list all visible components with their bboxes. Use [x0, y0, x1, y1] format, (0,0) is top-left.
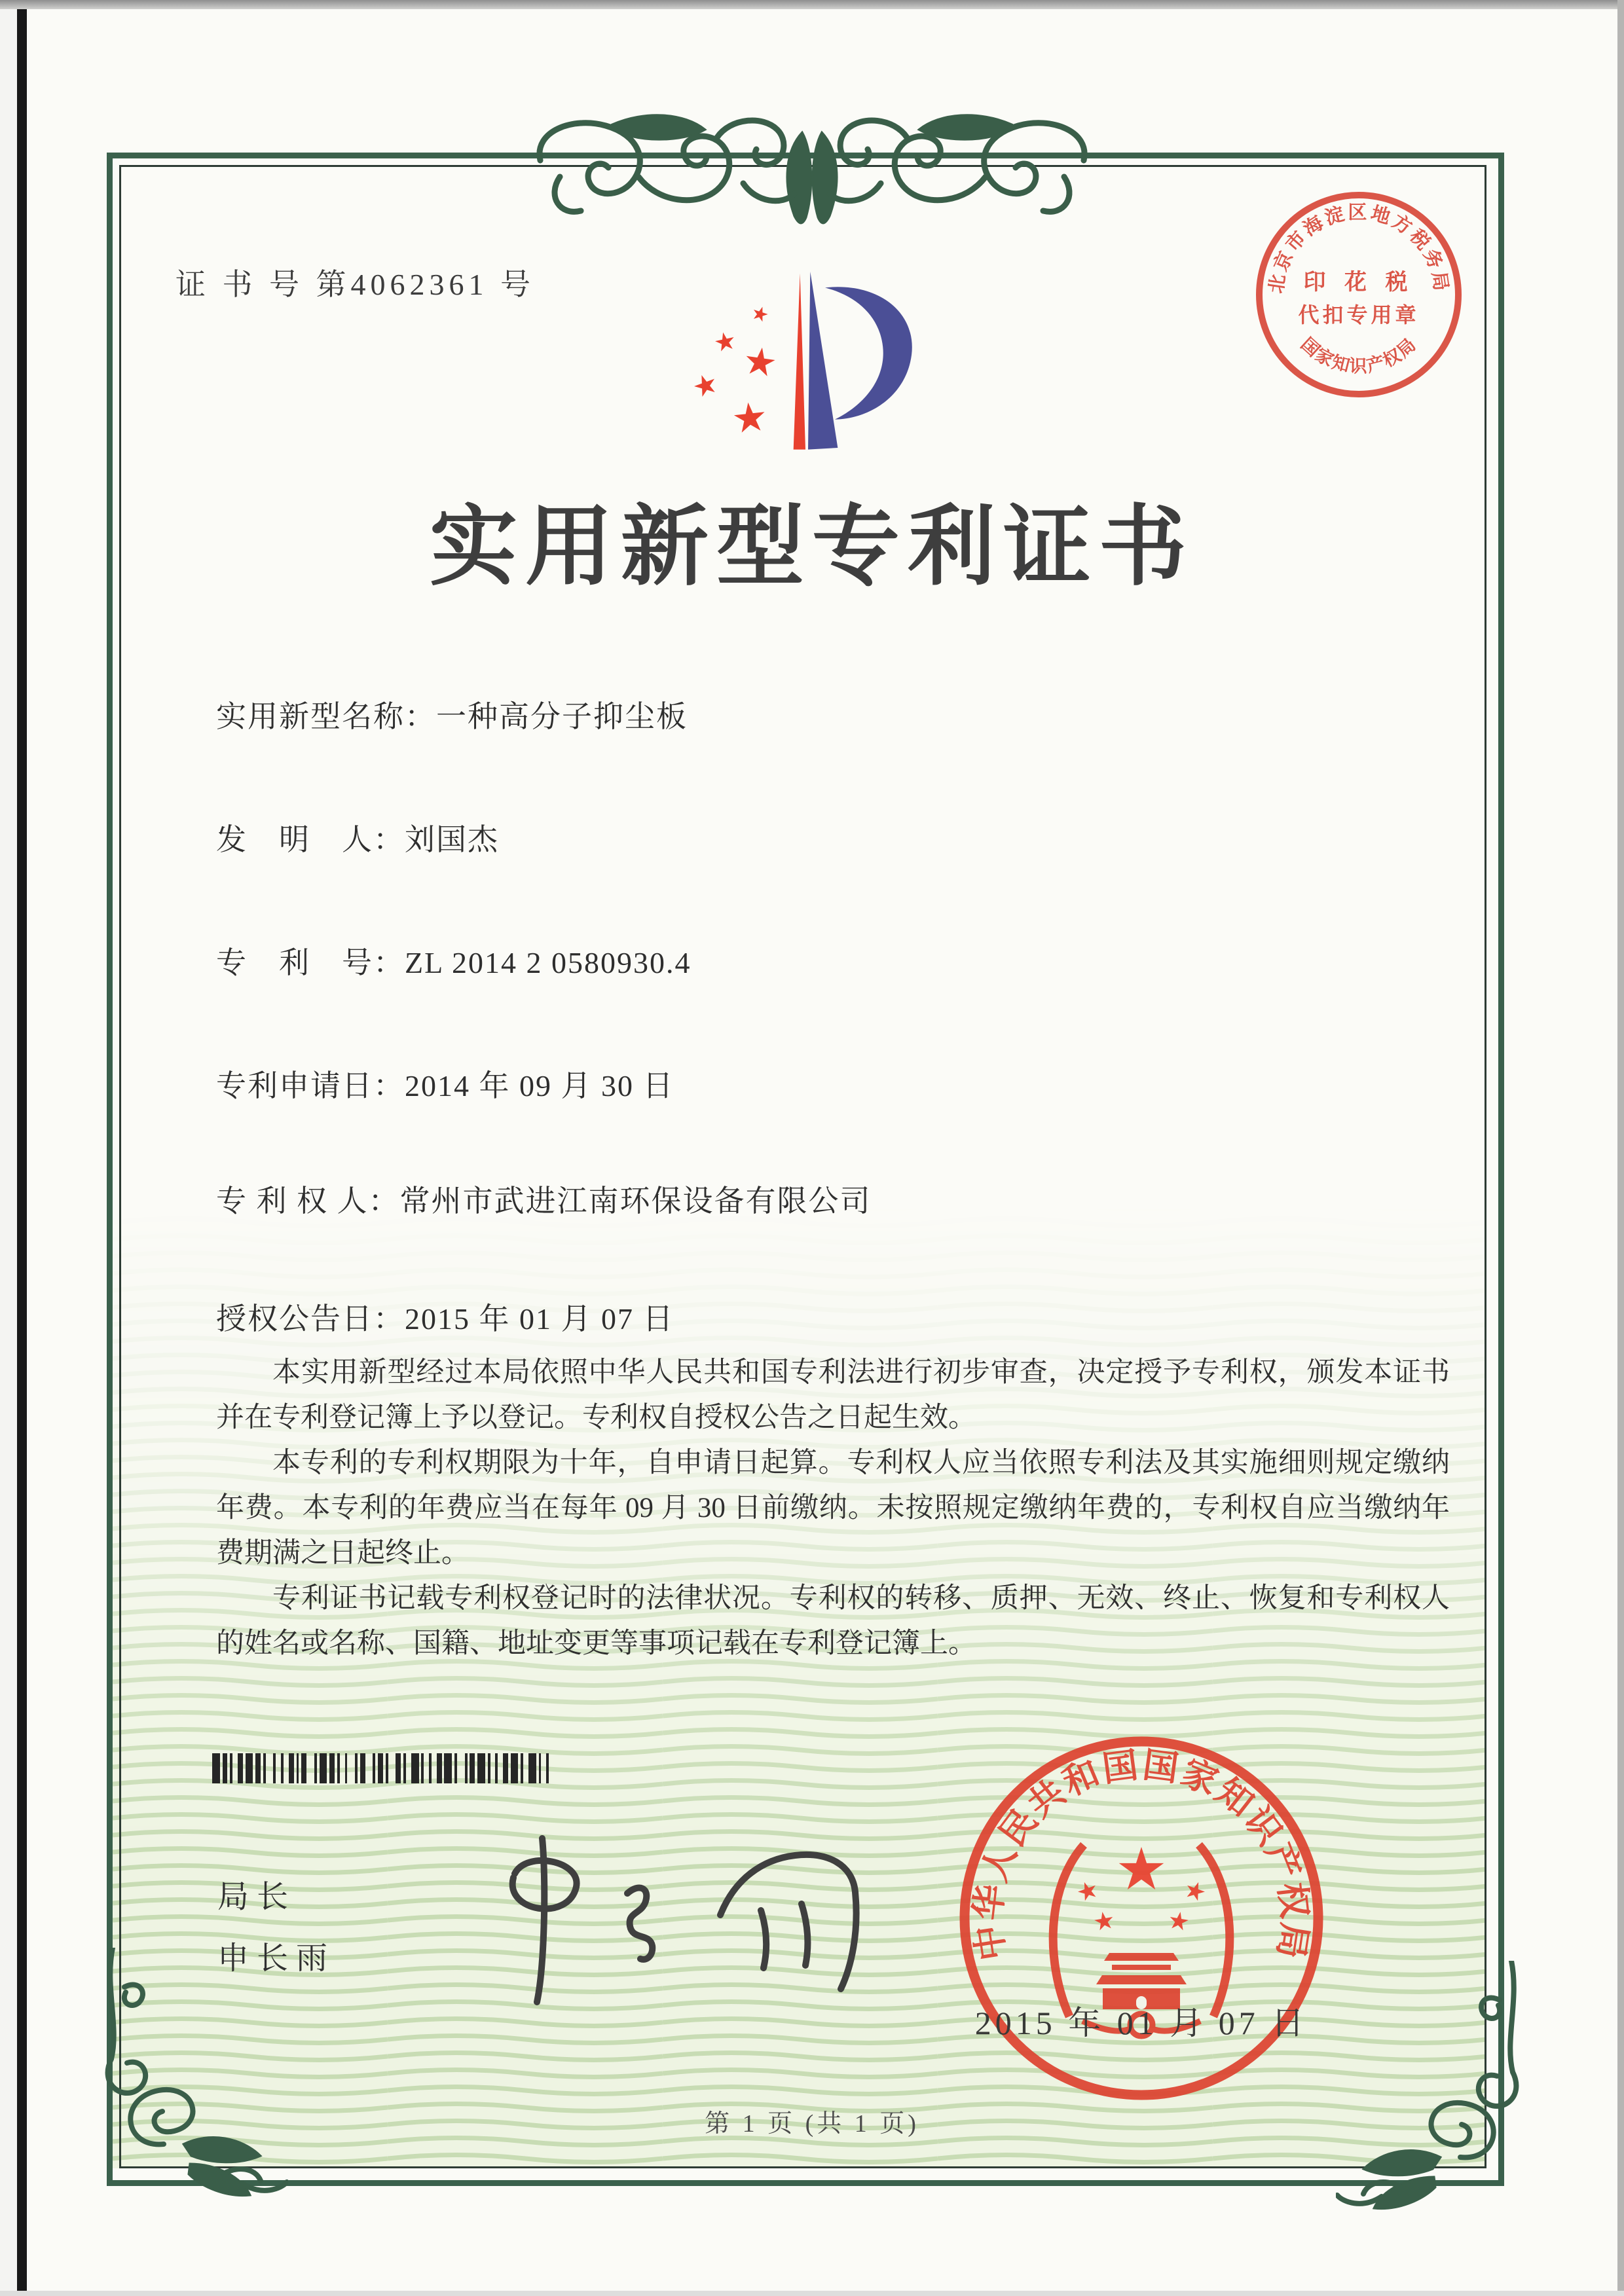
corner-flourish-right [1336, 1961, 1539, 2223]
barcode-gap [523, 1753, 528, 1783]
page-number: 第 1 页 (共 1 页) [705, 2110, 919, 2138]
scan-shadow-top [0, 0, 1624, 9]
field-filing-date: 专利申请日：2014 年 09 月 30 日 [216, 1069, 674, 1102]
scan-edge-bottom [0, 2291, 1624, 2296]
barcode-bar [546, 1753, 549, 1783]
barcode-bar [360, 1753, 365, 1783]
scan-edge-line [17, 0, 27, 2296]
barcode-gap [498, 1753, 503, 1783]
barcode-bar [503, 1753, 508, 1783]
legal-paragraph-1: 本实用新型经过本局依照中华人民共和国专利法进行初步审查，决定授予专利权，颁发本证书并在专利登记簿上予以登记。专利权自授权公告之日起生效。 [216, 1357, 1450, 1433]
barcode-gap [541, 1753, 546, 1783]
barcode-gap [388, 1753, 396, 1783]
field-grant-date: 授权公告日：2015 年 01 月 07 日 [216, 1302, 674, 1336]
barcode-gap [284, 1753, 289, 1783]
barcode-gap [340, 1753, 345, 1783]
barcode-bar [255, 1753, 261, 1783]
barcode-bar [301, 1753, 306, 1783]
barcode-bar [437, 1753, 442, 1783]
tax-stamp-line1: 印 花 税 [1303, 270, 1414, 295]
tax-stamp-arc-top: 北京市海淀区地方税务局 [1266, 202, 1452, 295]
dragon-ornament [521, 98, 1103, 239]
scan-margin-left [0, 0, 17, 2296]
barcode-gap [406, 1753, 411, 1783]
commissioner-title: 局长 [217, 1880, 297, 1914]
tax-stamp-line2: 代扣专用章 [1298, 303, 1420, 327]
barcode-bar [212, 1753, 220, 1783]
barcode-gap [232, 1753, 238, 1783]
tax-stamp [1247, 183, 1470, 406]
scan-edge-right [1617, 0, 1624, 2296]
sipo-logo [674, 249, 950, 465]
certificate-title: 实用新型专利证书 [429, 499, 1194, 596]
barcode-gap [490, 1753, 496, 1783]
svg-text:国家知识产权局 [1297, 334, 1420, 376]
barcode-bar [396, 1753, 401, 1783]
barcode-bar [378, 1753, 383, 1783]
barcode-bar [511, 1753, 519, 1783]
barcode-bar [238, 1753, 243, 1783]
barcode-bar [246, 1753, 253, 1783]
field-patent-number: 专 利 号：ZL 2014 2 0580930.4 [216, 946, 692, 979]
barcode-bar [411, 1753, 419, 1783]
barcode-bar [320, 1753, 327, 1783]
legal-paragraph-3: 专利证书记载专利权登记时的法律状况。专利权的转移、质押、无效、终止、恢复和专利权人的姓名或名称、国籍、地址变更等事项记载在专利登记簿上。 [216, 1583, 1450, 1659]
barcode-bar [477, 1753, 485, 1783]
barcode-bar [289, 1753, 294, 1783]
barcode-bar [470, 1753, 475, 1783]
tax-stamp-arc-bottom: 国家知识产权局 [1297, 334, 1421, 376]
barcode-gap [266, 1753, 274, 1783]
barcode-gap [424, 1753, 429, 1783]
field-utility-model-name: 实用新型名称：一种高分子抑尘板 [216, 700, 688, 733]
barcode [212, 1753, 626, 1783]
logo-blue-crescent [825, 287, 912, 419]
barcode-gap [306, 1753, 314, 1783]
barcode-gap [347, 1753, 355, 1783]
logo-blue-spike [808, 272, 838, 450]
field-inventor: 发 明 人：刘国杰 [216, 823, 499, 856]
seal-date: 2015 年 01 月 07 日 [974, 2005, 1308, 2041]
barcode-bar [329, 1753, 335, 1783]
logo-red-spike [794, 273, 805, 449]
barcode-gap [276, 1753, 281, 1783]
field-patentee: 专 利 权 人：常州市武进江南环保设备有限公司 [216, 1184, 872, 1218]
barcode-bar [528, 1753, 536, 1783]
commissioner-name: 申长雨 [217, 1941, 336, 1976]
legal-text [216, 1350, 1450, 1666]
commissioner-signature [485, 1833, 897, 2010]
barcode-bar [444, 1753, 452, 1783]
barcode-gap [365, 1753, 373, 1783]
barcode-bar [223, 1753, 228, 1783]
corner-flourish-left [85, 1948, 288, 2210]
barcode-gap [432, 1753, 437, 1783]
barcode-gap [457, 1753, 465, 1783]
legal-paragraph-2: 本专利的专利权期限为十年，自申请日起算。专利权人应当依照专利法及其实施细则规定缴纳年费。本专利的年费应当在每年 09 月 30 日前缴纳。未按照规定缴纳年费的，专利权自应当缴纳年费期满之日起终止。 [216, 1448, 1450, 1569]
certificate-number: 证 书 号 第4062361 号 [175, 268, 535, 301]
sipo-seal [948, 1725, 1335, 2111]
sipo-seal-arc-text: 中华人民共和国国家知识产权局 [968, 1745, 1315, 1963]
